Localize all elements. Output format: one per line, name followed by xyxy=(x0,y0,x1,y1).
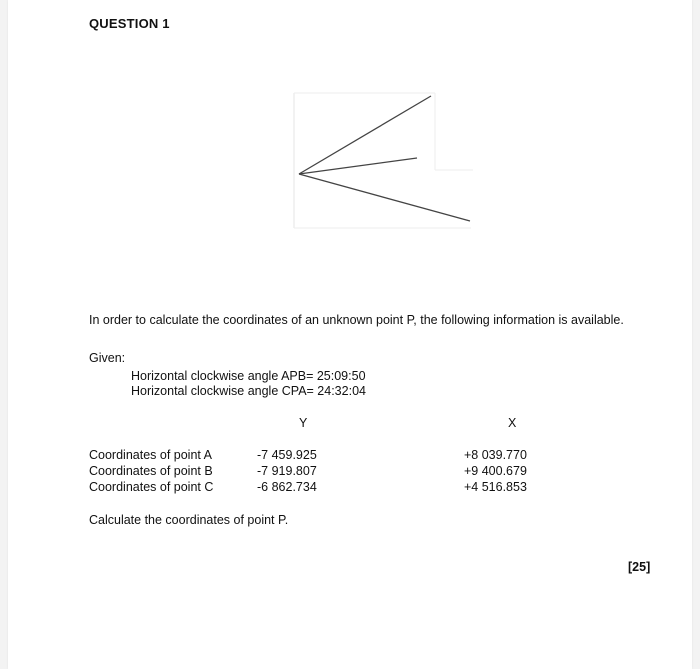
task-text: Calculate the coordinates of point P. xyxy=(89,513,289,527)
column-header-y: Y xyxy=(299,416,308,430)
ray-to-middle xyxy=(299,158,417,174)
coordinate-row-b xyxy=(89,464,649,480)
coordinate-label: Coordinates of point A xyxy=(89,448,212,462)
coordinate-row-c xyxy=(89,480,649,496)
intro-text: In order to calculate the coordinates of an unknown point P, the following information is available. xyxy=(89,313,624,327)
coordinate-x-value: +4 516.853 xyxy=(464,480,527,494)
ray-to-upper xyxy=(299,96,431,174)
angle-cpa: Horizontal clockwise angle CPA= 24:32:04 xyxy=(131,384,366,398)
question-title: QUESTION 1 xyxy=(89,16,170,31)
ray-to-lower xyxy=(299,174,470,221)
coordinate-x-value: +9 400.679 xyxy=(464,464,527,478)
angle-apb: Horizontal clockwise angle APB= 25:09:50 xyxy=(131,369,366,383)
coordinate-label: Coordinates of point B xyxy=(89,464,213,478)
column-header-x: X xyxy=(508,416,517,430)
given-label: Given: xyxy=(89,351,126,365)
coordinate-y-value: -7 919.807 xyxy=(257,464,317,478)
document-page xyxy=(8,0,692,669)
coordinate-label: Coordinates of point C xyxy=(89,480,214,494)
marks-total: [25] xyxy=(628,560,651,574)
coordinate-y-value: -7 459.925 xyxy=(257,448,317,462)
coordinate-x-value: +8 039.770 xyxy=(464,448,527,462)
coordinate-row-a xyxy=(89,448,649,464)
angle-diagram xyxy=(283,60,483,240)
coordinate-y-value: -6 862.734 xyxy=(257,480,317,494)
